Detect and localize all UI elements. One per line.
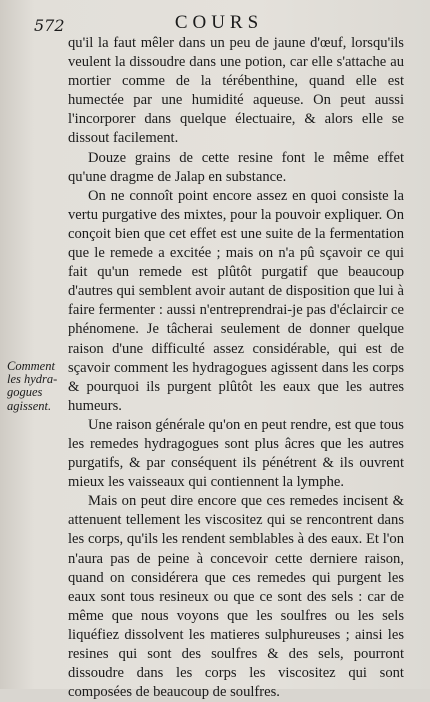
- running-head: COURS: [174, 12, 264, 33]
- paragraph: Douze grains de cette resine font le même effet qu'une dragme de Jalap en substance.: [68, 149, 404, 185]
- paragraph: Une raison générale qu'on en peut rendre, est que tous les remedes hydragogues sont plus âcres que les autres purgatifs, & par conséquent ils pénétrent & ils ouvrent mieux les vaisseaux qui contiennent la lymphe.: [68, 416, 404, 491]
- paragraph-continuation: qu'il la faut mêler dans un peu de jaune d'œuf, lorsqu'ils veulent la dissoudre dans une potion, car elle s'attache au mortier comme de la térébenthine, quand elle est humectée par une humidité aqueuse. On peut aussi l'incorporer dans quelque électuaire, & alors elle se dissout facilement.: [68, 35, 404, 147]
- paragraph: On ne connoît point encore assez en quoi consiste la vertu purgative des mixtes, pour la pouvoir expliquer. On conçoit bien que cet effet est une suite de la fermentation que le remede a excitée ; mais on n'a pû sçavoir ce qui fait qu'un remede est plûtôt purgatif que beaucoup d'autres qui semblent avoir autant de disposition que lui à faire fermenter : aussi n'entreprendrai-je pas d'éclaircir ce phénomene. Je tâcherai seulement de donner quelque raison d'une difficulté assez considérable, qui est de sçavoir comment les hydragogues agissent dans les corps & pourquoi ils purgent plûtôt les eaux que les autres humeurs.: [68, 187, 404, 414]
- margin-note-line: les hydra-: [7, 372, 58, 387]
- body-text: [68, 34, 404, 702]
- margin-note: [7, 360, 65, 413]
- margin-note-line: agissent.: [7, 398, 52, 413]
- page-number: 572: [34, 16, 65, 35]
- margin-note-line: gogues: [7, 385, 43, 400]
- margin-note-line: Comment: [7, 359, 55, 373]
- paragraph: Mais on peut dire encore que ces remedes incisent & attenuent tellement les viscositez qui se rencontrent dans les corps, qu'ils les rendent semblables à des eaux. Et l'on n'aura pas de peine à concevoir cette derniere raison, quand on considérera que ces remedes qui purgent les eaux sont tous resineux ou que ce sont des sels : car de même que nous voyons que les soulfres ou les sels liquéfiez dissolvent les matieres sulphureuses ; ainsi les resines qui sont des soulfres & des sels, pourront dissoudre dans les corps les viscositez qui sont composées de beaucoup de soulfres.: [68, 493, 404, 701]
